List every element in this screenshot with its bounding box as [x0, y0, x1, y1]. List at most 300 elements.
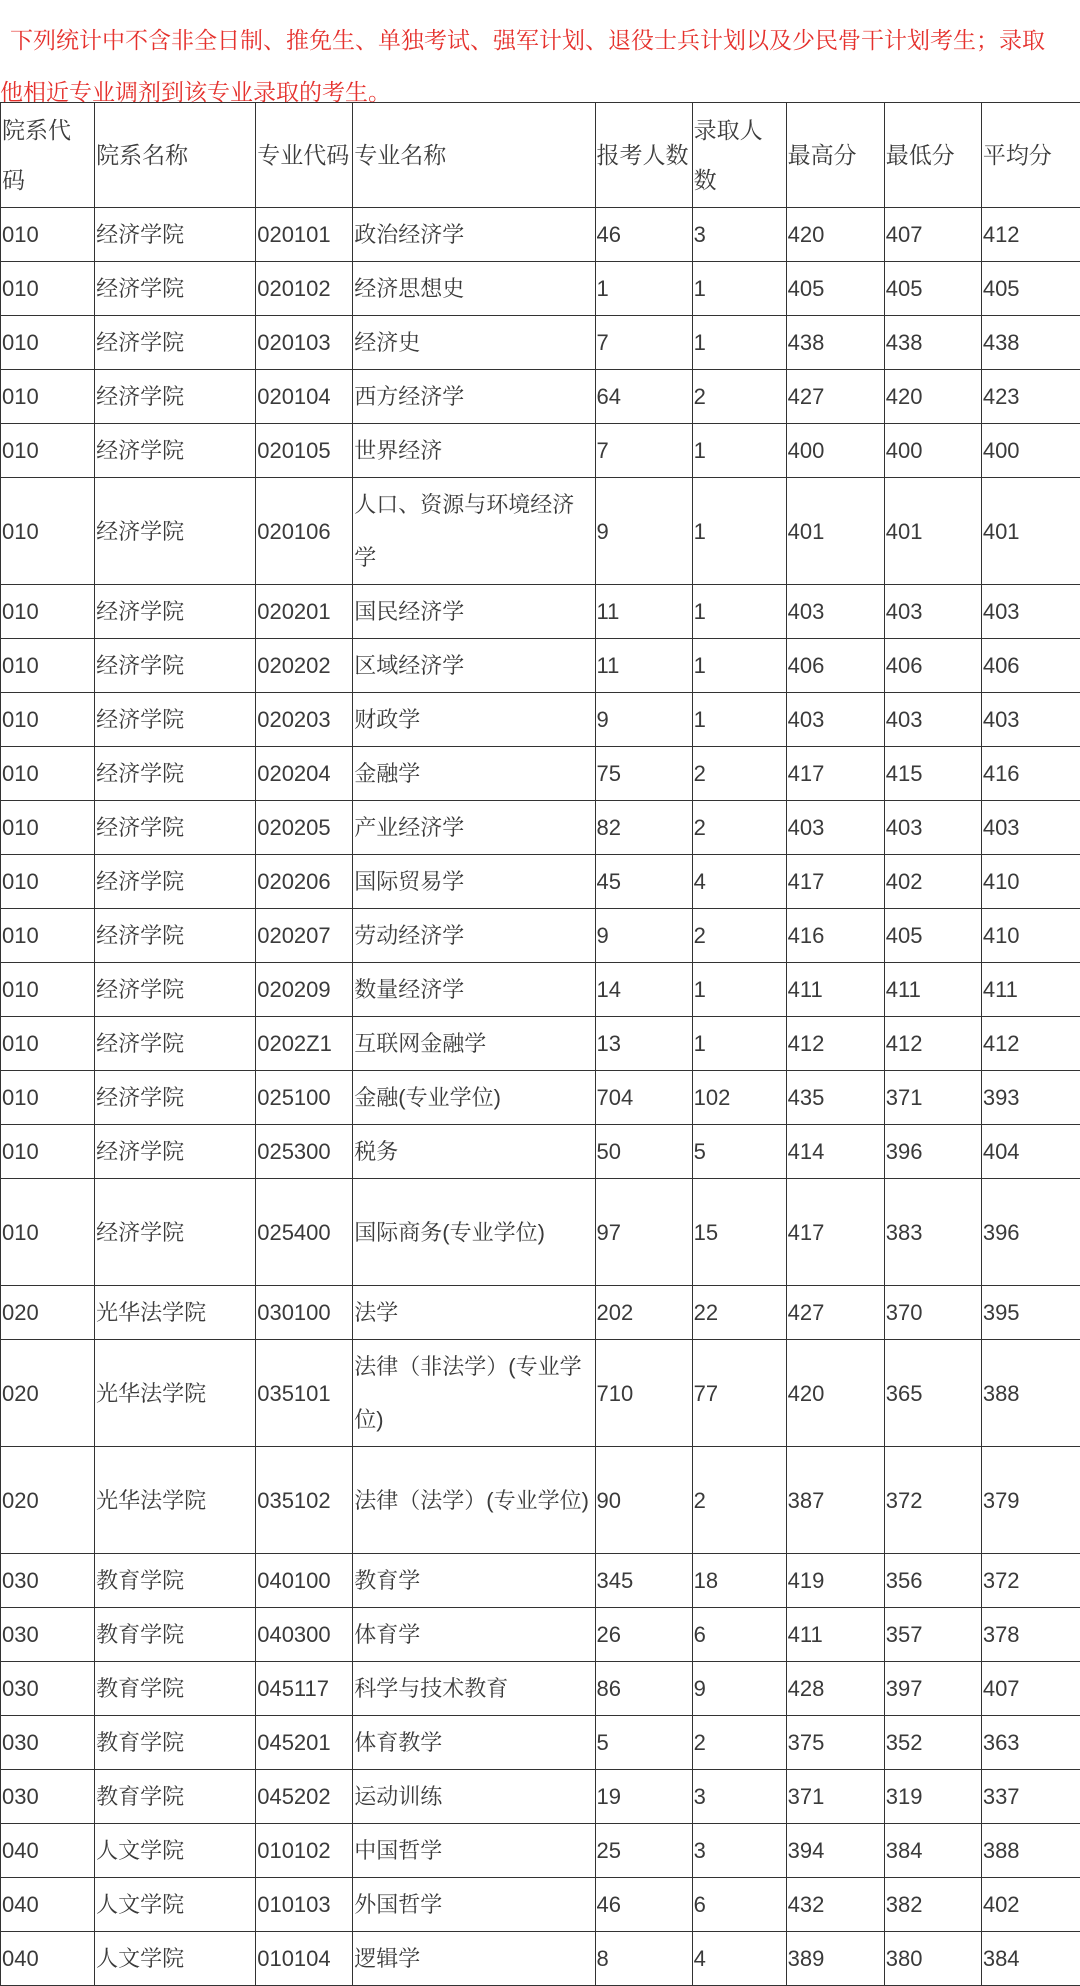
table-row [1, 262, 1080, 316]
cell-min-score: 380 [884, 1932, 981, 1986]
cell-major-code: 035101 [256, 1340, 353, 1447]
cell-major-code: 020204 [256, 747, 353, 801]
cell-dept-name: 经济学院 [95, 639, 256, 693]
cell-major-name: 数量经济学 [353, 963, 595, 1017]
cell-admitted: 2 [692, 747, 786, 801]
cell-applicants: 9 [595, 909, 692, 963]
cell-major-code: 020202 [256, 639, 353, 693]
header-dept-name: 院系名称 [95, 103, 256, 208]
cell-admitted: 77 [692, 1340, 786, 1447]
table-row [1, 855, 1080, 909]
cell-major-name: 体育教学 [353, 1716, 595, 1770]
cell-avg-score: 363 [981, 1716, 1080, 1770]
cell-min-score: 403 [884, 693, 981, 747]
cell-applicants: 345 [595, 1554, 692, 1608]
cell-dept-code: 010 [1, 801, 95, 855]
cell-dept-code: 010 [1, 478, 95, 585]
cell-avg-score: 388 [981, 1340, 1080, 1447]
cell-min-score: 384 [884, 1824, 981, 1878]
cell-major-name: 国际贸易学 [353, 855, 595, 909]
admission-statistics-table [0, 102, 1080, 1986]
cell-admitted: 2 [692, 801, 786, 855]
table-row [1, 370, 1080, 424]
cell-dept-code: 010 [1, 747, 95, 801]
cell-max-score: 435 [786, 1071, 884, 1125]
cell-admitted: 1 [692, 693, 786, 747]
cell-major-code: 020103 [256, 316, 353, 370]
cell-major-code: 025100 [256, 1071, 353, 1125]
cell-avg-score: 372 [981, 1554, 1080, 1608]
cell-applicants: 9 [595, 693, 692, 747]
header-admitted: 录取人数 [692, 103, 786, 208]
cell-admitted: 2 [692, 370, 786, 424]
cell-applicants: 25 [595, 1824, 692, 1878]
cell-avg-score: 400 [981, 424, 1080, 478]
cell-avg-score: 402 [981, 1878, 1080, 1932]
table-row [1, 1608, 1080, 1662]
cell-major-code: 020106 [256, 478, 353, 585]
cell-dept-name: 经济学院 [95, 370, 256, 424]
cell-admitted: 1 [692, 963, 786, 1017]
cell-min-score: 407 [884, 208, 981, 262]
cell-dept-code: 020 [1, 1340, 95, 1447]
cell-min-score: 402 [884, 855, 981, 909]
cell-major-code: 025400 [256, 1179, 353, 1286]
cell-max-score: 403 [786, 585, 884, 639]
cell-major-code: 035102 [256, 1447, 353, 1554]
cell-admitted: 9 [692, 1662, 786, 1716]
cell-dept-code: 010 [1, 909, 95, 963]
cell-dept-name: 经济学院 [95, 801, 256, 855]
cell-min-score: 401 [884, 478, 981, 585]
cell-min-score: 405 [884, 262, 981, 316]
table-row [1, 1071, 1080, 1125]
cell-max-score: 432 [786, 1878, 884, 1932]
cell-dept-code: 020 [1, 1286, 95, 1340]
cell-min-score: 397 [884, 1662, 981, 1716]
cell-major-name: 区域经济学 [353, 639, 595, 693]
cell-min-score: 365 [884, 1340, 981, 1447]
cell-avg-score: 403 [981, 801, 1080, 855]
cell-admitted: 4 [692, 855, 786, 909]
cell-major-name: 法律（法学）(专业学位) [353, 1447, 595, 1554]
cell-admitted: 1 [692, 316, 786, 370]
note-line-2: 他相近专业调剂到该专业录取的考生。 [0, 74, 1080, 107]
table-row [1, 909, 1080, 963]
cell-applicants: 82 [595, 801, 692, 855]
cell-admitted: 1 [692, 262, 786, 316]
header-major-name: 专业名称 [353, 103, 595, 208]
cell-major-code: 020201 [256, 585, 353, 639]
table-row [1, 1125, 1080, 1179]
cell-major-name: 世界经济 [353, 424, 595, 478]
cell-applicants: 7 [595, 424, 692, 478]
cell-major-code: 040300 [256, 1608, 353, 1662]
cell-admitted: 1 [692, 424, 786, 478]
cell-avg-score: 411 [981, 963, 1080, 1017]
table-body [1, 208, 1080, 1986]
table-row [1, 1340, 1080, 1447]
header-major-code: 专业代码 [256, 103, 353, 208]
cell-admitted: 3 [692, 208, 786, 262]
cell-avg-score: 396 [981, 1179, 1080, 1286]
cell-max-score: 414 [786, 1125, 884, 1179]
cell-major-name: 金融学 [353, 747, 595, 801]
cell-major-name: 教育学 [353, 1554, 595, 1608]
cell-min-score: 396 [884, 1125, 981, 1179]
cell-max-score: 403 [786, 801, 884, 855]
cell-dept-name: 经济学院 [95, 585, 256, 639]
cell-dept-name: 人文学院 [95, 1932, 256, 1986]
table-row [1, 424, 1080, 478]
cell-major-name: 逻辑学 [353, 1932, 595, 1986]
cell-major-name: 金融(专业学位) [353, 1071, 595, 1125]
header-avg-score: 平均分 [981, 103, 1080, 208]
cell-dept-name: 光华法学院 [95, 1286, 256, 1340]
cell-max-score: 389 [786, 1932, 884, 1986]
cell-major-name: 中国哲学 [353, 1824, 595, 1878]
cell-max-score: 406 [786, 639, 884, 693]
cell-min-score: 357 [884, 1608, 981, 1662]
cell-applicants: 46 [595, 208, 692, 262]
cell-major-code: 020203 [256, 693, 353, 747]
cell-major-name: 外国哲学 [353, 1878, 595, 1932]
cell-min-score: 438 [884, 316, 981, 370]
table-row [1, 1017, 1080, 1071]
cell-max-score: 405 [786, 262, 884, 316]
cell-max-score: 419 [786, 1554, 884, 1608]
cell-major-code: 020207 [256, 909, 353, 963]
cell-applicants: 14 [595, 963, 692, 1017]
cell-max-score: 427 [786, 370, 884, 424]
cell-min-score: 406 [884, 639, 981, 693]
cell-dept-name: 经济学院 [95, 693, 256, 747]
cell-dept-code: 010 [1, 639, 95, 693]
cell-dept-code: 010 [1, 1071, 95, 1125]
cell-min-score: 411 [884, 963, 981, 1017]
cell-dept-code: 010 [1, 585, 95, 639]
cell-major-name: 法律（非法学）(专业学位) [353, 1340, 595, 1447]
cell-major-code: 020101 [256, 208, 353, 262]
cell-max-score: 420 [786, 1340, 884, 1447]
cell-applicants: 11 [595, 585, 692, 639]
cell-min-score: 356 [884, 1554, 981, 1608]
cell-dept-name: 教育学院 [95, 1662, 256, 1716]
cell-max-score: 411 [786, 1608, 884, 1662]
table-header-row [1, 103, 1080, 208]
cell-major-code: 020104 [256, 370, 353, 424]
header-min-score: 最低分 [884, 103, 981, 208]
cell-dept-code: 010 [1, 1179, 95, 1286]
cell-major-name: 国民经济学 [353, 585, 595, 639]
cell-admitted: 6 [692, 1878, 786, 1932]
cell-max-score: 427 [786, 1286, 884, 1340]
cell-admitted: 2 [692, 1447, 786, 1554]
cell-max-score: 387 [786, 1447, 884, 1554]
cell-admitted: 1 [692, 478, 786, 585]
header-applicants: 报考人数 [595, 103, 692, 208]
cell-avg-score: 404 [981, 1125, 1080, 1179]
cell-avg-score: 393 [981, 1071, 1080, 1125]
cell-max-score: 394 [786, 1824, 884, 1878]
cell-applicants: 19 [595, 1770, 692, 1824]
cell-admitted: 15 [692, 1179, 786, 1286]
cell-dept-code: 040 [1, 1824, 95, 1878]
cell-avg-score: 412 [981, 1017, 1080, 1071]
cell-admitted: 22 [692, 1286, 786, 1340]
cell-major-name: 人口、资源与环境经济学 [353, 478, 595, 585]
header-dept-code: 院系代码 [1, 103, 95, 208]
cell-major-code: 010103 [256, 1878, 353, 1932]
cell-admitted: 102 [692, 1071, 786, 1125]
table-row [1, 1286, 1080, 1340]
table-row [1, 478, 1080, 585]
table-row [1, 801, 1080, 855]
cell-avg-score: 337 [981, 1770, 1080, 1824]
table-row [1, 1447, 1080, 1554]
cell-dept-name: 经济学院 [95, 1017, 256, 1071]
cell-dept-name: 教育学院 [95, 1770, 256, 1824]
cell-avg-score: 403 [981, 693, 1080, 747]
cell-dept-code: 030 [1, 1608, 95, 1662]
cell-dept-code: 030 [1, 1770, 95, 1824]
cell-applicants: 97 [595, 1179, 692, 1286]
cell-min-score: 319 [884, 1770, 981, 1824]
cell-applicants: 9 [595, 478, 692, 585]
cell-dept-name: 经济学院 [95, 1071, 256, 1125]
cell-dept-name: 经济学院 [95, 747, 256, 801]
cell-major-code: 045201 [256, 1716, 353, 1770]
cell-major-code: 020102 [256, 262, 353, 316]
cell-applicants: 26 [595, 1608, 692, 1662]
cell-applicants: 75 [595, 747, 692, 801]
cell-max-score: 420 [786, 208, 884, 262]
cell-min-score: 382 [884, 1878, 981, 1932]
cell-dept-code: 010 [1, 262, 95, 316]
cell-min-score: 403 [884, 585, 981, 639]
cell-major-code: 045117 [256, 1662, 353, 1716]
cell-major-name: 政治经济学 [353, 208, 595, 262]
cell-max-score: 400 [786, 424, 884, 478]
cell-min-score: 415 [884, 747, 981, 801]
cell-min-score: 370 [884, 1286, 981, 1340]
note-line-1: 下列统计中不含非全日制、推免生、单独考试、强军计划、退役士兵计划以及少民骨干计划考生；录取 [10, 22, 1080, 55]
cell-max-score: 438 [786, 316, 884, 370]
cell-avg-score: 403 [981, 585, 1080, 639]
cell-dept-code: 010 [1, 855, 95, 909]
cell-min-score: 400 [884, 424, 981, 478]
table-row [1, 963, 1080, 1017]
cell-min-score: 420 [884, 370, 981, 424]
cell-major-name: 运动训练 [353, 1770, 595, 1824]
cell-avg-score: 378 [981, 1608, 1080, 1662]
cell-major-code: 045202 [256, 1770, 353, 1824]
cell-major-code: 020209 [256, 963, 353, 1017]
cell-dept-code: 020 [1, 1447, 95, 1554]
cell-major-code: 010102 [256, 1824, 353, 1878]
cell-major-code: 030100 [256, 1286, 353, 1340]
cell-admitted: 3 [692, 1770, 786, 1824]
cell-dept-code: 010 [1, 693, 95, 747]
cell-dept-name: 经济学院 [95, 963, 256, 1017]
cell-min-score: 352 [884, 1716, 981, 1770]
cell-major-code: 020105 [256, 424, 353, 478]
cell-min-score: 383 [884, 1179, 981, 1286]
table-row [1, 1662, 1080, 1716]
cell-major-name: 劳动经济学 [353, 909, 595, 963]
cell-applicants: 50 [595, 1125, 692, 1179]
cell-dept-name: 经济学院 [95, 316, 256, 370]
cell-applicants: 710 [595, 1340, 692, 1447]
cell-major-name: 西方经济学 [353, 370, 595, 424]
cell-major-name: 体育学 [353, 1608, 595, 1662]
cell-max-score: 371 [786, 1770, 884, 1824]
cell-dept-name: 人文学院 [95, 1824, 256, 1878]
cell-major-name: 经济史 [353, 316, 595, 370]
cell-max-score: 375 [786, 1716, 884, 1770]
table-row [1, 1179, 1080, 1286]
cell-major-name: 经济思想史 [353, 262, 595, 316]
cell-avg-score: 395 [981, 1286, 1080, 1340]
cell-max-score: 403 [786, 693, 884, 747]
cell-admitted: 18 [692, 1554, 786, 1608]
table-row [1, 1878, 1080, 1932]
cell-major-name: 科学与技术教育 [353, 1662, 595, 1716]
cell-applicants: 13 [595, 1017, 692, 1071]
cell-admitted: 5 [692, 1125, 786, 1179]
cell-major-name: 互联网金融学 [353, 1017, 595, 1071]
cell-major-code: 0202Z1 [256, 1017, 353, 1071]
cell-avg-score: 407 [981, 1662, 1080, 1716]
cell-applicants: 46 [595, 1878, 692, 1932]
cell-applicants: 64 [595, 370, 692, 424]
cell-dept-name: 经济学院 [95, 1125, 256, 1179]
cell-applicants: 90 [595, 1447, 692, 1554]
cell-admitted: 3 [692, 1824, 786, 1878]
cell-min-score: 372 [884, 1447, 981, 1554]
cell-applicants: 86 [595, 1662, 692, 1716]
cell-major-code: 040100 [256, 1554, 353, 1608]
table-row [1, 316, 1080, 370]
cell-admitted: 4 [692, 1932, 786, 1986]
cell-admitted: 1 [692, 1017, 786, 1071]
cell-avg-score: 412 [981, 208, 1080, 262]
cell-dept-code: 010 [1, 208, 95, 262]
cell-major-name: 法学 [353, 1286, 595, 1340]
cell-admitted: 1 [692, 585, 786, 639]
cell-max-score: 411 [786, 963, 884, 1017]
cell-major-code: 025300 [256, 1125, 353, 1179]
cell-major-name: 国际商务(专业学位) [353, 1179, 595, 1286]
cell-dept-name: 教育学院 [95, 1608, 256, 1662]
cell-admitted: 2 [692, 909, 786, 963]
cell-applicants: 704 [595, 1071, 692, 1125]
table-row [1, 1824, 1080, 1878]
cell-dept-name: 经济学院 [95, 262, 256, 316]
cell-dept-name: 光华法学院 [95, 1340, 256, 1447]
table-row [1, 1770, 1080, 1824]
cell-dept-code: 030 [1, 1716, 95, 1770]
cell-admitted: 1 [692, 639, 786, 693]
cell-major-code: 010104 [256, 1932, 353, 1986]
cell-max-score: 416 [786, 909, 884, 963]
table-row [1, 1716, 1080, 1770]
cell-max-score: 428 [786, 1662, 884, 1716]
cell-avg-score: 423 [981, 370, 1080, 424]
cell-max-score: 412 [786, 1017, 884, 1071]
cell-dept-code: 010 [1, 963, 95, 1017]
cell-major-code: 020206 [256, 855, 353, 909]
cell-dept-name: 经济学院 [95, 1179, 256, 1286]
cell-dept-code: 040 [1, 1878, 95, 1932]
cell-dept-code: 010 [1, 370, 95, 424]
table-row [1, 1932, 1080, 1986]
cell-applicants: 202 [595, 1286, 692, 1340]
cell-dept-name: 光华法学院 [95, 1447, 256, 1554]
cell-major-name: 财政学 [353, 693, 595, 747]
cell-dept-name: 教育学院 [95, 1554, 256, 1608]
cell-admitted: 2 [692, 1716, 786, 1770]
cell-max-score: 417 [786, 855, 884, 909]
cell-dept-code: 010 [1, 1017, 95, 1071]
cell-avg-score: 416 [981, 747, 1080, 801]
cell-dept-name: 经济学院 [95, 208, 256, 262]
cell-applicants: 7 [595, 316, 692, 370]
cell-major-name: 税务 [353, 1125, 595, 1179]
cell-major-name: 产业经济学 [353, 801, 595, 855]
cell-avg-score: 438 [981, 316, 1080, 370]
cell-applicants: 11 [595, 639, 692, 693]
cell-applicants: 8 [595, 1932, 692, 1986]
cell-applicants: 5 [595, 1716, 692, 1770]
cell-max-score: 401 [786, 478, 884, 585]
cell-dept-code: 030 [1, 1554, 95, 1608]
cell-min-score: 412 [884, 1017, 981, 1071]
header-max-score: 最高分 [786, 103, 884, 208]
table-row [1, 208, 1080, 262]
cell-avg-score: 410 [981, 855, 1080, 909]
cell-min-score: 405 [884, 909, 981, 963]
cell-admitted: 6 [692, 1608, 786, 1662]
cell-avg-score: 379 [981, 1447, 1080, 1554]
cell-avg-score: 384 [981, 1932, 1080, 1986]
cell-dept-name: 经济学院 [95, 855, 256, 909]
table-row [1, 1554, 1080, 1608]
cell-avg-score: 410 [981, 909, 1080, 963]
cell-major-code: 020205 [256, 801, 353, 855]
table-row [1, 747, 1080, 801]
cell-dept-code: 030 [1, 1662, 95, 1716]
cell-avg-score: 406 [981, 639, 1080, 693]
cell-min-score: 403 [884, 801, 981, 855]
cell-dept-name: 经济学院 [95, 424, 256, 478]
cell-dept-code: 010 [1, 1125, 95, 1179]
cell-dept-code: 040 [1, 1932, 95, 1986]
cell-dept-name: 教育学院 [95, 1716, 256, 1770]
cell-dept-code: 010 [1, 424, 95, 478]
cell-dept-code: 010 [1, 316, 95, 370]
table-row [1, 585, 1080, 639]
cell-applicants: 45 [595, 855, 692, 909]
cell-dept-name: 经济学院 [95, 478, 256, 585]
table-row [1, 693, 1080, 747]
cell-dept-name: 人文学院 [95, 1878, 256, 1932]
cell-avg-score: 388 [981, 1824, 1080, 1878]
cell-avg-score: 401 [981, 478, 1080, 585]
cell-min-score: 371 [884, 1071, 981, 1125]
cell-avg-score: 405 [981, 262, 1080, 316]
cell-max-score: 417 [786, 1179, 884, 1286]
